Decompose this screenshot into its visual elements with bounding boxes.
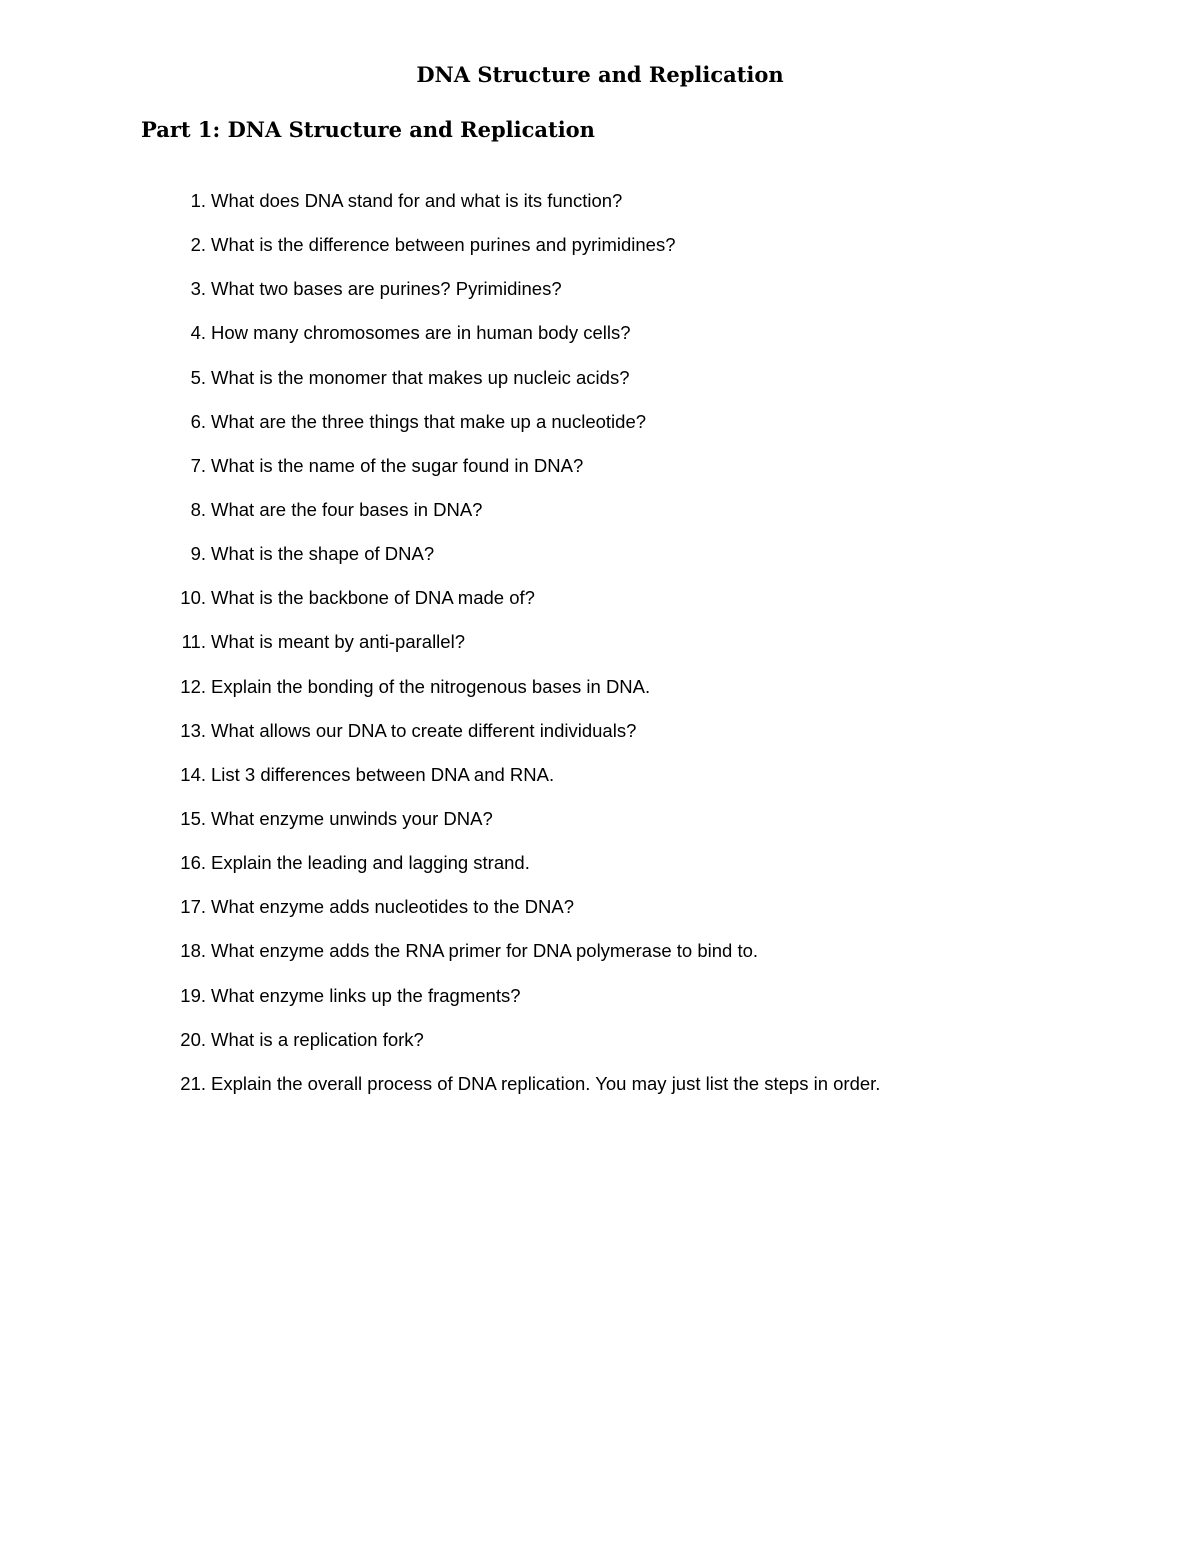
document-title: DNA Structure and Replication: [416, 62, 784, 87]
question-number: 2.: [190, 234, 206, 256]
question-number: 6.: [190, 410, 206, 432]
question-text: What two bases are purines? Pyrimidines?: [211, 278, 562, 300]
question-item: [0, 629, 1200, 673]
question-text: What are the four bases in DNA?: [211, 498, 483, 520]
question-text: What allows our DNA to create different individuals?: [211, 719, 637, 741]
question-number: 21.: [180, 1072, 206, 1094]
question-item: [0, 894, 1200, 938]
question-item: [0, 938, 1200, 982]
question-text: What enzyme adds nucleotides to the DNA?: [211, 896, 574, 918]
question-number: 13.: [180, 719, 206, 741]
question-number: 16.: [180, 852, 206, 874]
question-text: What enzyme unwinds your DNA?: [211, 807, 493, 829]
question-number: 8.: [190, 498, 206, 520]
question-text: What is the name of the sugar found in DNA?: [211, 454, 584, 476]
question-text: Explain the bonding of the nitrogenous bases in DNA.: [211, 675, 651, 697]
question-number: 7.: [190, 454, 206, 476]
question-item: [0, 453, 1200, 497]
question-item: [0, 541, 1200, 585]
question-item: [0, 983, 1200, 1027]
question-item: [0, 718, 1200, 762]
question-number: 5.: [190, 366, 206, 388]
question-text: What is the backbone of DNA made of?: [211, 587, 535, 609]
question-number: 14.: [180, 763, 206, 785]
question-item: [0, 320, 1200, 364]
question-text: What is meant by anti-parallel?: [211, 631, 465, 653]
question-item: [0, 1071, 1200, 1115]
question-item: [0, 276, 1200, 320]
question-number: 20.: [180, 1028, 206, 1050]
part-heading: Part 1: DNA Structure and Replication: [141, 117, 595, 142]
question-number: 3.: [190, 278, 206, 300]
question-item: [0, 409, 1200, 453]
question-number: 11.: [181, 631, 206, 653]
question-item: [0, 762, 1200, 806]
question-list: [0, 188, 1200, 1115]
question-item: [0, 585, 1200, 629]
question-text: What enzyme adds the RNA primer for DNA polymerase to bind to.: [211, 940, 759, 962]
question-number: 17.: [180, 896, 206, 918]
question-text: What enzyme links up the fragments?: [211, 984, 521, 1006]
question-number: 18.: [180, 940, 206, 962]
question-number: 12.: [180, 675, 206, 697]
question-item: [0, 806, 1200, 850]
question-number: 9.: [190, 543, 206, 565]
question-text: What is the difference between purines and pyrimidines?: [211, 234, 676, 256]
question-item: [0, 497, 1200, 541]
question-item: [0, 232, 1200, 276]
question-text: Explain the leading and lagging strand.: [211, 852, 530, 874]
question-number: 19.: [180, 984, 206, 1006]
question-item: [0, 850, 1200, 894]
question-text: What is a replication fork?: [211, 1028, 424, 1050]
question-number: 1.: [190, 190, 206, 211]
question-text: List 3 differences between DNA and RNA.: [211, 763, 555, 785]
question-item: [0, 674, 1200, 718]
question-text: What is the shape of DNA?: [211, 543, 435, 565]
question-item: [0, 1027, 1200, 1071]
question-number: 4.: [190, 322, 206, 344]
question-text: What does DNA stand for and what is its function?: [211, 190, 623, 211]
question-number: 15.: [180, 807, 206, 829]
question-text: What are the three things that make up a nucleotide?: [211, 410, 647, 432]
question-item: [0, 365, 1200, 409]
question-text: How many chromosomes are in human body cells?: [211, 322, 631, 344]
question-item: [0, 188, 1200, 232]
question-text: Explain the overall process of DNA replication. You may just list the steps in order.: [211, 1072, 881, 1094]
question-number: 10.: [180, 587, 206, 609]
question-text: What is the monomer that makes up nucleic acids?: [211, 366, 630, 388]
